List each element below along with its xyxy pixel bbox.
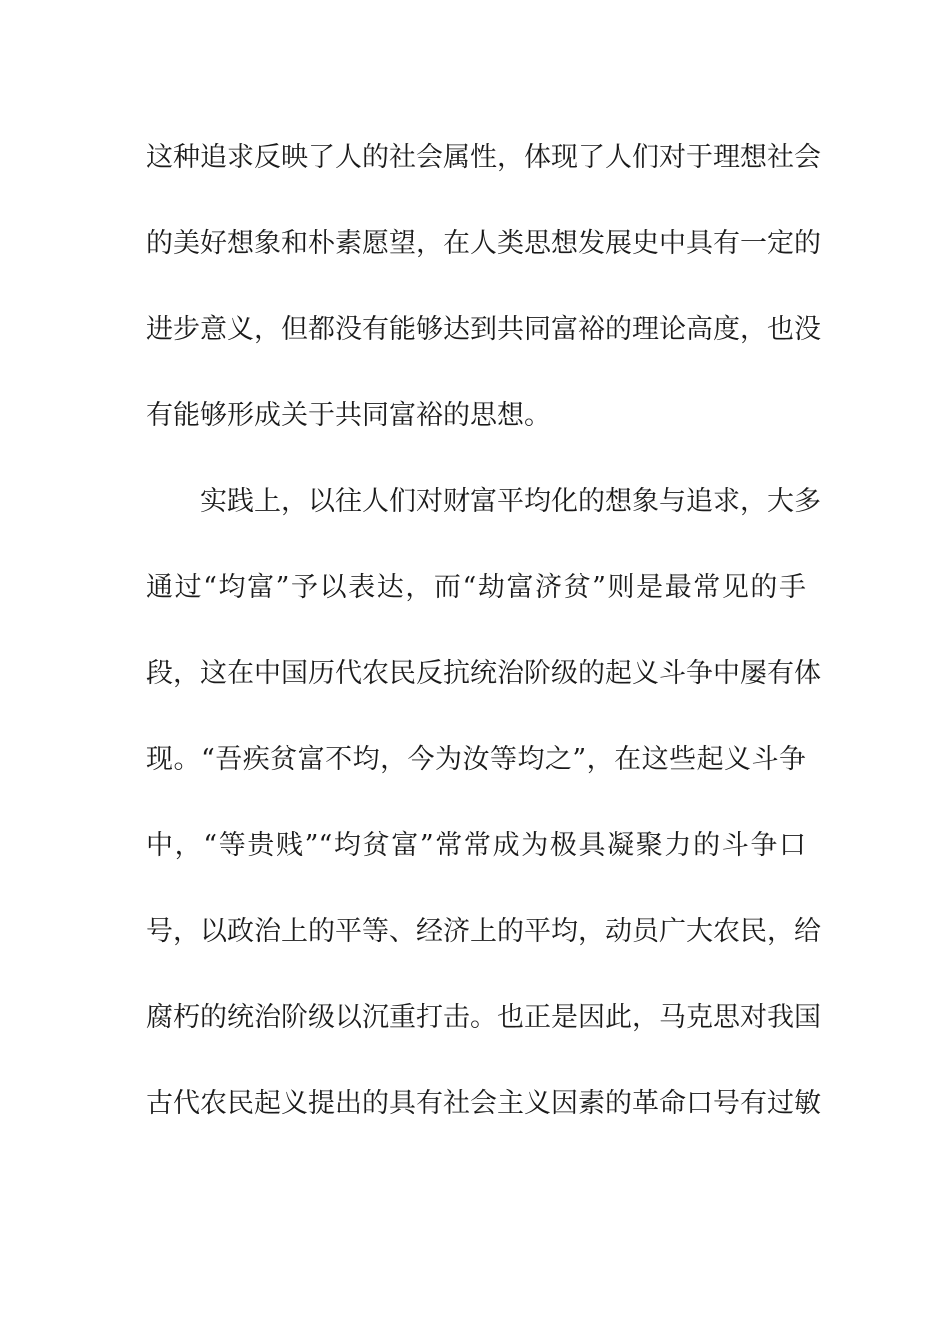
- text-line: 古代农民起义提出的具有社会主义因素的革命口号有过敏: [146, 1088, 821, 1119]
- text-line: 号，以政治上的平等、经济上的平均，动员广大农民，给: [146, 916, 821, 947]
- text-line: 的美好想象和朴素愿望，在人类思想发展史中具有一定的: [146, 228, 821, 259]
- text-line: 现。“吾疾贫富不均，今为汝等均之”，在这些起义斗争: [146, 744, 806, 775]
- text-line: 段，这在中国历代农民反抗统治阶级的起义斗争中屡有体: [146, 658, 821, 689]
- text-line: 这种追求反映了人的社会属性，体现了人们对于理想社会: [146, 142, 821, 173]
- text-line: 中，“等贵贱”“均贫富”常常成为极具凝聚力的斗争口: [146, 830, 806, 861]
- text-line: 腐朽的统治阶级以沉重打击。也正是因此，马克思对我国: [146, 1002, 821, 1033]
- text-line: 进步意义，但都没有能够达到共同富裕的理论高度，也没: [146, 314, 821, 345]
- text-line: 有能够形成关于共同富裕的思想。: [146, 400, 551, 431]
- text-line: 通过“均富”予以表达，而“劫富济贫”则是最常见的手: [146, 572, 806, 603]
- paragraph-first-line: 实践上，以往人们对财富平均化的想象与追求，大多: [200, 486, 821, 517]
